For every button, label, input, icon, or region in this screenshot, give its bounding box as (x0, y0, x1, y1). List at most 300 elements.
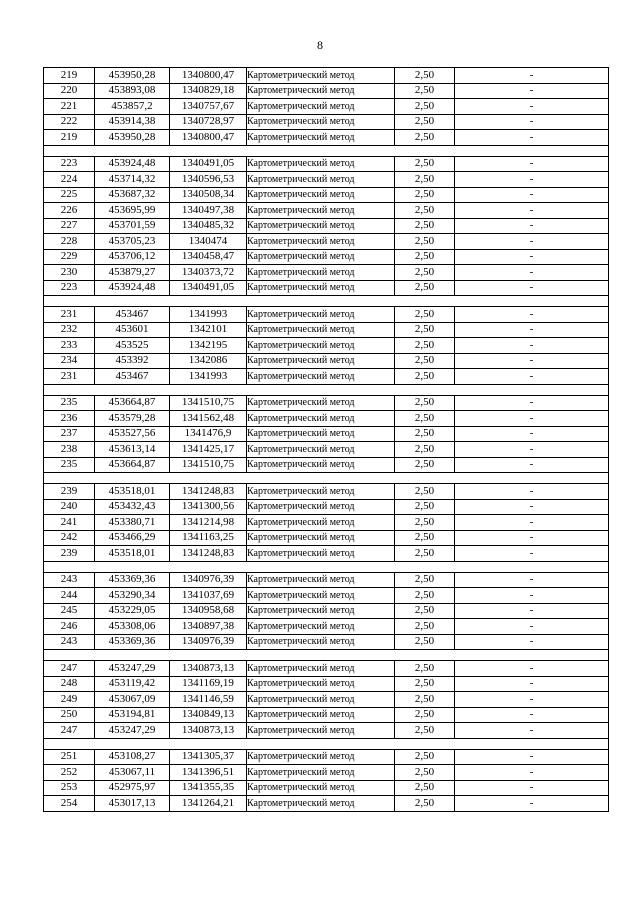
point-number-cell: 219 (44, 68, 95, 84)
error-cell: 2,50 (395, 707, 455, 723)
description-cell: - (455, 265, 609, 281)
method-cell: Картометрический метод (247, 572, 395, 588)
table-row (44, 588, 609, 604)
group-separator-row (44, 738, 609, 749)
method-cell: Картометрический метод (247, 661, 395, 677)
x-coordinate-cell: 453950,28 (95, 130, 170, 146)
y-coordinate-cell: 1340373,72 (170, 265, 247, 281)
description-cell: - (455, 322, 609, 338)
y-coordinate-cell: 1342101 (170, 322, 247, 338)
error-cell: 2,50 (395, 692, 455, 708)
description-cell: - (455, 484, 609, 500)
method-cell: Картометрический метод (247, 322, 395, 338)
description-cell: - (455, 218, 609, 234)
x-coordinate-cell: 453527,56 (95, 426, 170, 442)
x-coordinate-cell: 453308,06 (95, 619, 170, 635)
x-coordinate-cell: 453247,29 (95, 661, 170, 677)
y-coordinate-cell: 1340485,32 (170, 218, 247, 234)
error-cell: 2,50 (395, 265, 455, 281)
table-row (44, 203, 609, 219)
table-row (44, 265, 609, 281)
y-coordinate-cell: 1340849,13 (170, 707, 247, 723)
point-number-cell: 233 (44, 338, 95, 354)
error-cell: 2,50 (395, 369, 455, 385)
point-number-cell: 231 (44, 307, 95, 323)
table-row (44, 442, 609, 458)
description-cell: - (455, 692, 609, 708)
method-cell: Картометрический метод (247, 546, 395, 562)
group-separator-row (44, 145, 609, 156)
description-cell: - (455, 426, 609, 442)
description-cell: - (455, 307, 609, 323)
point-number-cell: 229 (44, 249, 95, 265)
method-cell: Картометрический метод (247, 442, 395, 458)
x-coordinate-cell: 453247,29 (95, 723, 170, 739)
x-coordinate-cell: 453467 (95, 307, 170, 323)
y-coordinate-cell: 1340596,53 (170, 172, 247, 188)
page-number: 8 (317, 38, 323, 52)
y-coordinate-cell: 1341037,69 (170, 588, 247, 604)
x-coordinate-cell: 453687,32 (95, 187, 170, 203)
table-row (44, 218, 609, 234)
method-cell: Картометрический метод (247, 707, 395, 723)
error-cell: 2,50 (395, 172, 455, 188)
point-number-cell: 241 (44, 515, 95, 531)
table-row (44, 530, 609, 546)
description-cell: - (455, 588, 609, 604)
x-coordinate-cell: 453893,08 (95, 83, 170, 99)
error-cell: 2,50 (395, 307, 455, 323)
error-cell: 2,50 (395, 634, 455, 650)
y-coordinate-cell: 1341355,35 (170, 780, 247, 796)
error-cell: 2,50 (395, 322, 455, 338)
point-number-cell: 224 (44, 172, 95, 188)
group-separator-row (44, 561, 609, 572)
description-cell: - (455, 411, 609, 427)
y-coordinate-cell: 1341169,19 (170, 676, 247, 692)
table-row (44, 484, 609, 500)
method-cell: Картометрический метод (247, 634, 395, 650)
y-coordinate-cell: 1341425,17 (170, 442, 247, 458)
separator-cell (44, 738, 609, 749)
error-cell: 2,50 (395, 338, 455, 354)
point-number-cell: 226 (44, 203, 95, 219)
table-row (44, 723, 609, 739)
x-coordinate-cell: 453392 (95, 353, 170, 369)
y-coordinate-cell: 1341510,75 (170, 395, 247, 411)
y-coordinate-cell: 1341248,83 (170, 484, 247, 500)
error-cell: 2,50 (395, 676, 455, 692)
error-cell: 2,50 (395, 484, 455, 500)
x-coordinate-cell: 453067,11 (95, 765, 170, 781)
x-coordinate-cell: 453108,27 (95, 749, 170, 765)
table-row (44, 676, 609, 692)
point-number-cell: 227 (44, 218, 95, 234)
table-row (44, 411, 609, 427)
description-cell: - (455, 395, 609, 411)
description-cell: - (455, 530, 609, 546)
table-row (44, 353, 609, 369)
table-row (44, 426, 609, 442)
error-cell: 2,50 (395, 130, 455, 146)
x-coordinate-cell: 453017,13 (95, 796, 170, 812)
x-coordinate-cell: 452975,97 (95, 780, 170, 796)
description-cell: - (455, 765, 609, 781)
separator-cell (44, 145, 609, 156)
y-coordinate-cell: 1341476,9 (170, 426, 247, 442)
error-cell: 2,50 (395, 515, 455, 531)
description-cell: - (455, 130, 609, 146)
point-number-cell: 223 (44, 280, 95, 296)
description-cell: - (455, 203, 609, 219)
error-cell: 2,50 (395, 442, 455, 458)
method-cell: Картометрический метод (247, 749, 395, 765)
error-cell: 2,50 (395, 749, 455, 765)
description-cell: - (455, 187, 609, 203)
method-cell: Картометрический метод (247, 83, 395, 99)
y-coordinate-cell: 1340800,47 (170, 130, 247, 146)
y-coordinate-cell: 1340474 (170, 234, 247, 250)
table-row (44, 369, 609, 385)
y-coordinate-cell: 1340829,18 (170, 83, 247, 99)
description-cell: - (455, 234, 609, 250)
x-coordinate-cell: 453525 (95, 338, 170, 354)
group-separator-row (44, 473, 609, 484)
error-cell: 2,50 (395, 499, 455, 515)
method-cell: Картометрический метод (247, 249, 395, 265)
description-cell: - (455, 619, 609, 635)
y-coordinate-cell: 1340728,97 (170, 114, 247, 130)
table-row (44, 307, 609, 323)
table-row (44, 603, 609, 619)
x-coordinate-cell: 453950,28 (95, 68, 170, 84)
y-coordinate-cell: 1341300,56 (170, 499, 247, 515)
description-cell: - (455, 676, 609, 692)
y-coordinate-cell: 1341214,98 (170, 515, 247, 531)
x-coordinate-cell: 453432,43 (95, 499, 170, 515)
separator-cell (44, 650, 609, 661)
method-cell: Картометрический метод (247, 353, 395, 369)
point-number-cell: 242 (44, 530, 95, 546)
method-cell: Картометрический метод (247, 234, 395, 250)
description-cell: - (455, 707, 609, 723)
separator-cell (44, 561, 609, 572)
table-row (44, 83, 609, 99)
y-coordinate-cell: 1340800,47 (170, 68, 247, 84)
x-coordinate-cell: 453924,48 (95, 156, 170, 172)
description-cell: - (455, 369, 609, 385)
x-coordinate-cell: 453579,28 (95, 411, 170, 427)
method-cell: Картометрический метод (247, 187, 395, 203)
point-number-cell: 232 (44, 322, 95, 338)
method-cell: Картометрический метод (247, 68, 395, 84)
point-number-cell: 234 (44, 353, 95, 369)
method-cell: Картометрический метод (247, 130, 395, 146)
method-cell: Картометрический метод (247, 203, 395, 219)
description-cell: - (455, 749, 609, 765)
x-coordinate-cell: 453914,38 (95, 114, 170, 130)
y-coordinate-cell: 1340897,38 (170, 619, 247, 635)
separator-cell (44, 473, 609, 484)
y-coordinate-cell: 1341146,59 (170, 692, 247, 708)
method-cell: Картометрический метод (247, 676, 395, 692)
y-coordinate-cell: 1342086 (170, 353, 247, 369)
table-row (44, 187, 609, 203)
point-number-cell: 228 (44, 234, 95, 250)
error-cell: 2,50 (395, 530, 455, 546)
group-separator-row (44, 384, 609, 395)
x-coordinate-cell: 453518,01 (95, 484, 170, 500)
y-coordinate-cell: 1341993 (170, 307, 247, 323)
method-cell: Картометрический метод (247, 395, 395, 411)
table-row (44, 634, 609, 650)
description-cell: - (455, 780, 609, 796)
table-row (44, 322, 609, 338)
method-cell: Картометрический метод (247, 765, 395, 781)
y-coordinate-cell: 1340458,47 (170, 249, 247, 265)
error-cell: 2,50 (395, 661, 455, 677)
description-cell: - (455, 796, 609, 812)
method-cell: Картометрический метод (247, 369, 395, 385)
description-cell: - (455, 156, 609, 172)
table-row (44, 395, 609, 411)
description-cell: - (455, 442, 609, 458)
error-cell: 2,50 (395, 280, 455, 296)
group-separator-row (44, 650, 609, 661)
error-cell: 2,50 (395, 796, 455, 812)
point-number-cell: 243 (44, 572, 95, 588)
table-row (44, 619, 609, 635)
description-cell: - (455, 634, 609, 650)
x-coordinate-cell: 453706,12 (95, 249, 170, 265)
point-number-cell: 225 (44, 187, 95, 203)
table-row (44, 338, 609, 354)
x-coordinate-cell: 453701,59 (95, 218, 170, 234)
method-cell: Картометрический метод (247, 265, 395, 281)
description-cell: - (455, 515, 609, 531)
error-cell: 2,50 (395, 83, 455, 99)
description-cell: - (455, 457, 609, 473)
x-coordinate-cell: 453695,99 (95, 203, 170, 219)
method-cell: Картометрический метод (247, 411, 395, 427)
error-cell: 2,50 (395, 68, 455, 84)
table-row (44, 765, 609, 781)
point-number-cell: 239 (44, 484, 95, 500)
table-row (44, 130, 609, 146)
description-cell: - (455, 99, 609, 115)
x-coordinate-cell: 453466,29 (95, 530, 170, 546)
method-cell: Картометрический метод (247, 603, 395, 619)
y-coordinate-cell: 1341163,25 (170, 530, 247, 546)
y-coordinate-cell: 1340491,05 (170, 156, 247, 172)
y-coordinate-cell: 1341396,51 (170, 765, 247, 781)
method-cell: Картометрический метод (247, 484, 395, 500)
description-cell: - (455, 68, 609, 84)
x-coordinate-cell: 453714,32 (95, 172, 170, 188)
y-coordinate-cell: 1340976,39 (170, 572, 247, 588)
description-cell: - (455, 603, 609, 619)
x-coordinate-cell: 453664,87 (95, 395, 170, 411)
error-cell: 2,50 (395, 588, 455, 604)
point-number-cell: 238 (44, 442, 95, 458)
x-coordinate-cell: 453879,27 (95, 265, 170, 281)
x-coordinate-cell: 453290,34 (95, 588, 170, 604)
x-coordinate-cell: 453924,48 (95, 280, 170, 296)
x-coordinate-cell: 453369,36 (95, 634, 170, 650)
x-coordinate-cell: 453380,71 (95, 515, 170, 531)
error-cell: 2,50 (395, 765, 455, 781)
point-number-cell: 220 (44, 83, 95, 99)
method-cell: Картометрический метод (247, 499, 395, 515)
x-coordinate-cell: 453518,01 (95, 546, 170, 562)
point-number-cell: 253 (44, 780, 95, 796)
error-cell: 2,50 (395, 353, 455, 369)
table-row (44, 796, 609, 812)
table-row (44, 114, 609, 130)
point-number-cell: 248 (44, 676, 95, 692)
y-coordinate-cell: 1340873,13 (170, 723, 247, 739)
error-cell: 2,50 (395, 395, 455, 411)
x-coordinate-cell: 453467 (95, 369, 170, 385)
description-cell: - (455, 249, 609, 265)
point-number-cell: 250 (44, 707, 95, 723)
table-row (44, 99, 609, 115)
description-cell: - (455, 661, 609, 677)
method-cell: Картометрический метод (247, 457, 395, 473)
error-cell: 2,50 (395, 156, 455, 172)
coordinates-table-body (44, 68, 609, 812)
y-coordinate-cell: 1341305,37 (170, 749, 247, 765)
table-row (44, 707, 609, 723)
description-cell: - (455, 353, 609, 369)
error-cell: 2,50 (395, 546, 455, 562)
point-number-cell: 249 (44, 692, 95, 708)
error-cell: 2,50 (395, 187, 455, 203)
description-cell: - (455, 723, 609, 739)
method-cell: Картометрический метод (247, 99, 395, 115)
y-coordinate-cell: 1340757,67 (170, 99, 247, 115)
separator-cell (44, 384, 609, 395)
error-cell: 2,50 (395, 234, 455, 250)
y-coordinate-cell: 1341993 (170, 369, 247, 385)
separator-cell (44, 296, 609, 307)
x-coordinate-cell: 453119,42 (95, 676, 170, 692)
description-cell: - (455, 280, 609, 296)
description-cell: - (455, 572, 609, 588)
x-coordinate-cell: 453194,81 (95, 707, 170, 723)
point-number-cell: 244 (44, 588, 95, 604)
method-cell: Картометрический метод (247, 156, 395, 172)
point-number-cell: 223 (44, 156, 95, 172)
y-coordinate-cell: 1340491,05 (170, 280, 247, 296)
table-row (44, 515, 609, 531)
table-row (44, 156, 609, 172)
method-cell: Картометрический метод (247, 280, 395, 296)
method-cell: Картометрический метод (247, 338, 395, 354)
error-cell: 2,50 (395, 457, 455, 473)
point-number-cell: 246 (44, 619, 95, 635)
x-coordinate-cell: 453613,14 (95, 442, 170, 458)
error-cell: 2,50 (395, 218, 455, 234)
method-cell: Картометрический метод (247, 307, 395, 323)
error-cell: 2,50 (395, 411, 455, 427)
error-cell: 2,50 (395, 723, 455, 739)
description-cell: - (455, 499, 609, 515)
x-coordinate-cell: 453229,05 (95, 603, 170, 619)
error-cell: 2,50 (395, 99, 455, 115)
y-coordinate-cell: 1341264,21 (170, 796, 247, 812)
method-cell: Картометрический метод (247, 780, 395, 796)
y-coordinate-cell: 1341510,75 (170, 457, 247, 473)
y-coordinate-cell: 1340508,34 (170, 187, 247, 203)
y-coordinate-cell: 1341562,48 (170, 411, 247, 427)
point-number-cell: 222 (44, 114, 95, 130)
coordinates-table (43, 67, 609, 812)
point-number-cell: 239 (44, 546, 95, 562)
description-cell: - (455, 338, 609, 354)
y-coordinate-cell: 1340873,13 (170, 661, 247, 677)
table-row (44, 546, 609, 562)
point-number-cell: 247 (44, 723, 95, 739)
y-coordinate-cell: 1340958,68 (170, 603, 247, 619)
table-row (44, 172, 609, 188)
y-coordinate-cell: 1340497,38 (170, 203, 247, 219)
point-number-cell: 252 (44, 765, 95, 781)
table-row (44, 780, 609, 796)
error-cell: 2,50 (395, 249, 455, 265)
point-number-cell: 231 (44, 369, 95, 385)
table-row (44, 280, 609, 296)
table-row (44, 68, 609, 84)
method-cell: Картометрический метод (247, 723, 395, 739)
table-row (44, 249, 609, 265)
y-coordinate-cell: 1342195 (170, 338, 247, 354)
method-cell: Картометрический метод (247, 796, 395, 812)
table-row (44, 499, 609, 515)
point-number-cell: 236 (44, 411, 95, 427)
error-cell: 2,50 (395, 780, 455, 796)
method-cell: Картометрический метод (247, 619, 395, 635)
x-coordinate-cell: 453601 (95, 322, 170, 338)
point-number-cell: 254 (44, 796, 95, 812)
error-cell: 2,50 (395, 203, 455, 219)
method-cell: Картометрический метод (247, 426, 395, 442)
method-cell: Картометрический метод (247, 588, 395, 604)
description-cell: - (455, 172, 609, 188)
point-number-cell: 219 (44, 130, 95, 146)
method-cell: Картометрический метод (247, 172, 395, 188)
table-row (44, 692, 609, 708)
error-cell: 2,50 (395, 572, 455, 588)
method-cell: Картометрический метод (247, 515, 395, 531)
method-cell: Картометрический метод (247, 530, 395, 546)
error-cell: 2,50 (395, 619, 455, 635)
point-number-cell: 230 (44, 265, 95, 281)
y-coordinate-cell: 1341248,83 (170, 546, 247, 562)
group-separator-row (44, 296, 609, 307)
point-number-cell: 247 (44, 661, 95, 677)
table-row (44, 457, 609, 473)
method-cell: Картометрический метод (247, 692, 395, 708)
y-coordinate-cell: 1340976,39 (170, 634, 247, 650)
error-cell: 2,50 (395, 426, 455, 442)
point-number-cell: 240 (44, 499, 95, 515)
point-number-cell: 245 (44, 603, 95, 619)
point-number-cell: 235 (44, 457, 95, 473)
description-cell: - (455, 114, 609, 130)
method-cell: Картометрический метод (247, 114, 395, 130)
description-cell: - (455, 546, 609, 562)
